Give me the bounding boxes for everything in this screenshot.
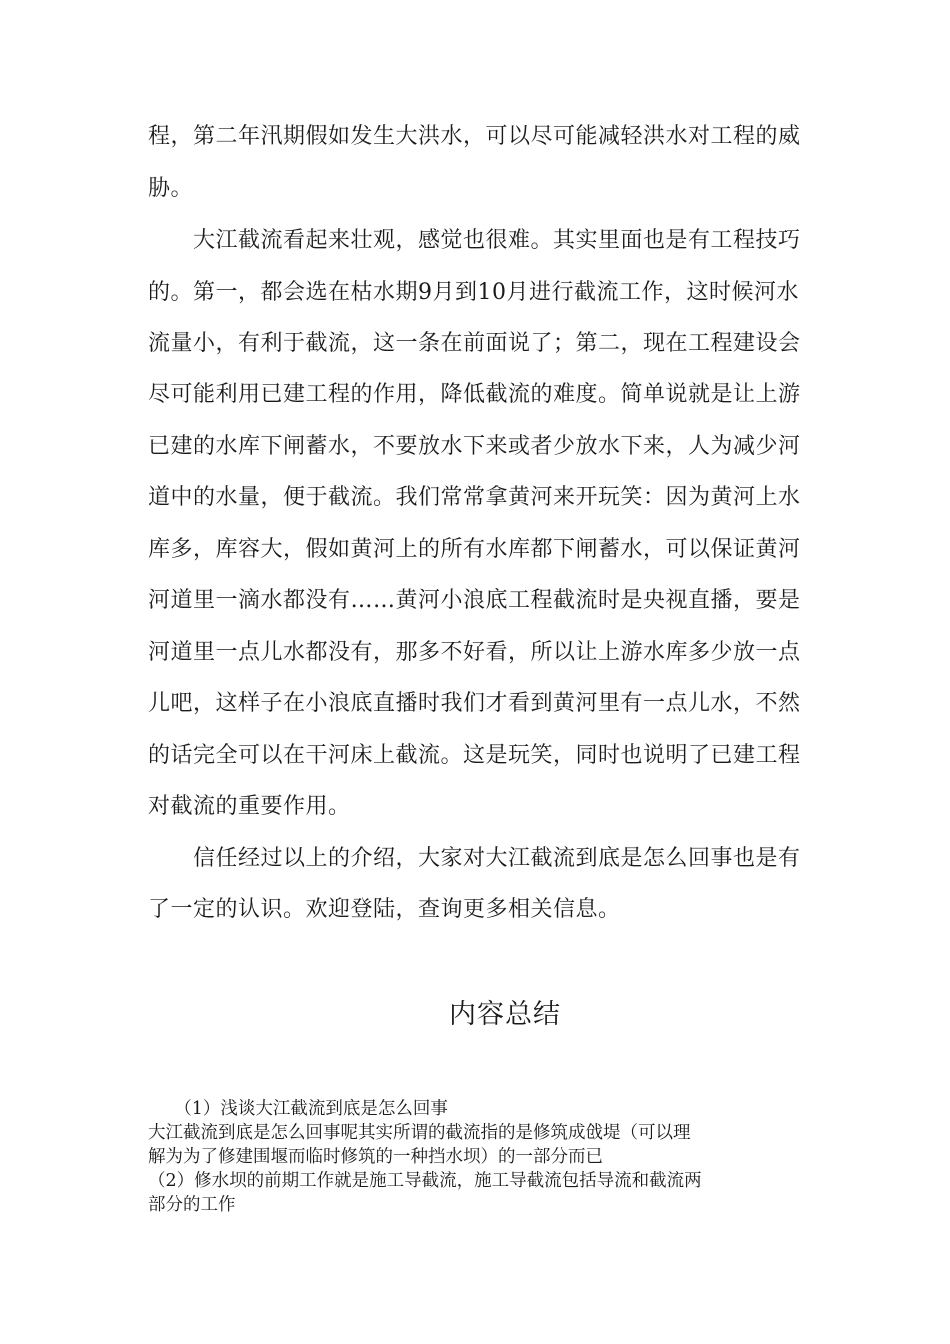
body-line: 库多，库容大，假如黄河上的所有水库都下闸蓄水，可以保证黄河 (148, 537, 801, 562)
body-line: 河道里一滴水都没有……黄河小浪底工程截流时是央视直播，要是 (148, 588, 801, 613)
summary-line: （2）修水坝的前期工作就是施工导截流，施工导截流包括导流和截流两 (148, 1171, 702, 1191)
summary-line: 解为为了修建围堰而临时修筑的一种挡水坝）的一部分而已 (148, 1147, 603, 1167)
body-line: 的话完全可以在干河床上截流。这是玩笑，同时也说明了已建工程 (148, 743, 801, 768)
body-line: 尽可能利用已建工程的作用，降低截流的难度。简单说就是让上游 (148, 382, 801, 407)
body-line: 程，第二年汛期假如发生大洪水，可以尽可能减轻洪水对工程的威 (148, 124, 801, 149)
body-line: 儿吧，这样子在小浪底直播时我们才看到黄河里有一点儿水，不然 (148, 691, 801, 716)
body-line: 信任经过以上的介绍，大家对大江截流到底是怎么回事也是有 (148, 846, 801, 871)
body-line: 胁。 (148, 176, 194, 201)
summary-line: （1）浅谈大江截流到底是怎么回事 (148, 1099, 448, 1119)
body-line: 河道里一点儿水都没有，那多不好看，所以让上游水库多少放一点 (148, 640, 801, 665)
summary-title: 内容总结 (449, 999, 561, 1030)
body-line: 道中的水量，便于截流。我们常常拿黄河来开玩笑：因为黄河上水 (148, 485, 801, 510)
summary-line: 大江截流到底是怎么回事呢其实所谓的截流指的是修筑成戗堤（可以理 (148, 1123, 691, 1143)
summary-line: 部分的工作 (148, 1195, 236, 1215)
body-line: 的。第一，都会选在枯水期9月到10月进行截流工作，这时候河水 (148, 280, 799, 305)
body-line: 了一定的认识。欢迎登陆，查询更多相关信息。 (148, 897, 621, 922)
body-line: 大江截流看起来壮观，感觉也很难。其实里面也是有工程技巧 (148, 228, 801, 253)
body-line: 流量小，有利于截流，这一条在前面说了；第二，现在工程建设会 (148, 331, 801, 356)
body-line: 已建的水库下闸蓄水，不要放水下来或者少放水下来，人为减少河 (148, 434, 801, 459)
body-line: 对截流的重要作用。 (148, 794, 351, 819)
